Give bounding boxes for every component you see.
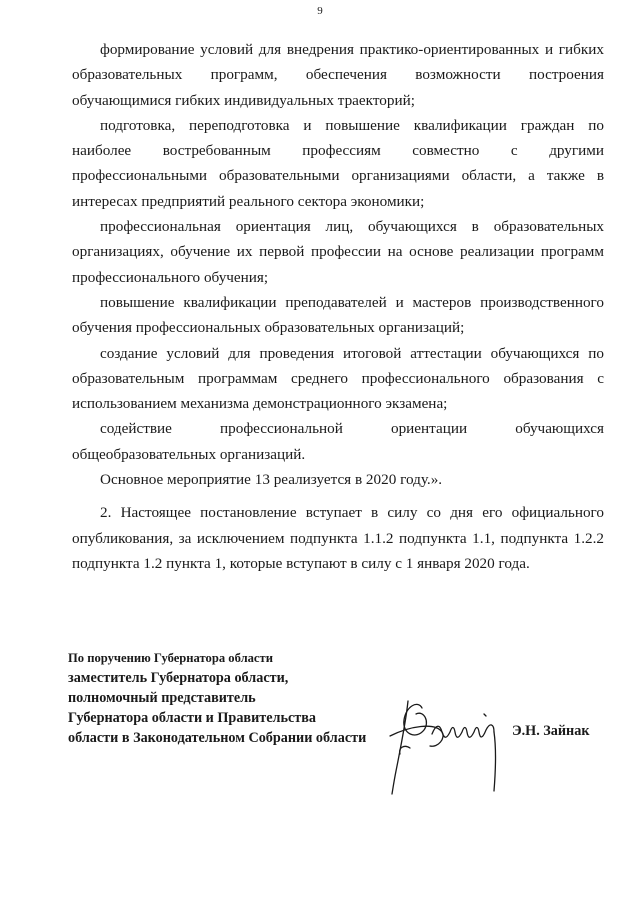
page-number: 9 bbox=[317, 5, 323, 17]
handwritten-signature bbox=[380, 696, 516, 798]
paragraph: содействие профессиональной ориентации обучающихся общеобразовательных организаций. bbox=[72, 420, 604, 463]
document-body bbox=[72, 37, 604, 576]
signature-line: полномочный представитель bbox=[68, 690, 256, 706]
signature-line: заместитель Губернатора области, bbox=[68, 670, 289, 686]
signature-line: Губернатора области и Правительства bbox=[68, 710, 316, 726]
paragraph: профессиональная ориентация лиц, обучающихся в образовательных организациях, обучение их первой профессии на основе реализации программ профессионального обучения; bbox=[72, 218, 604, 286]
paragraph: создание условий для проведения итоговой аттестации обучающихся по образовательным программам среднего профессионального образования с использованием механизма демонстрационного экзамена; bbox=[72, 344, 604, 413]
paragraph-enactment: 2. Настоящее постановление вступает в силу со дня его официального опубликования, за исключением подпункта 1.1.2 подпункта 1.1, подпункта 1.2.2 подпункта 1.2 пункта 1, которые вступают в силу с 1 января 2020 года. bbox=[72, 504, 604, 572]
signer-name: Э.Н. Зайнак bbox=[512, 723, 590, 739]
paragraph: подготовка, переподготовка и повышение квалификации граждан по наиболее востребованным профессиям совместно с другими профессиональными образовательными организациями области, а также в интересах предприятий реального сектора экономики; bbox=[72, 116, 604, 210]
signature-line: области в Законодательном Собрании области bbox=[68, 730, 367, 746]
paragraph: повышение квалификации преподавателей и мастеров производственного обучения профессиональных образовательных организаций; bbox=[72, 293, 604, 337]
signature-line: По поручению Губернатора области bbox=[68, 651, 273, 665]
paragraph: формирование условий для внедрения практико-ориентированных и гибких образовательных программ, обеспечения возможности построения обучающимися гибких индивидуальных траекторий; bbox=[72, 41, 604, 109]
paragraph: Основное мероприятие 13 реализуется в 2020 году.». bbox=[100, 471, 443, 489]
